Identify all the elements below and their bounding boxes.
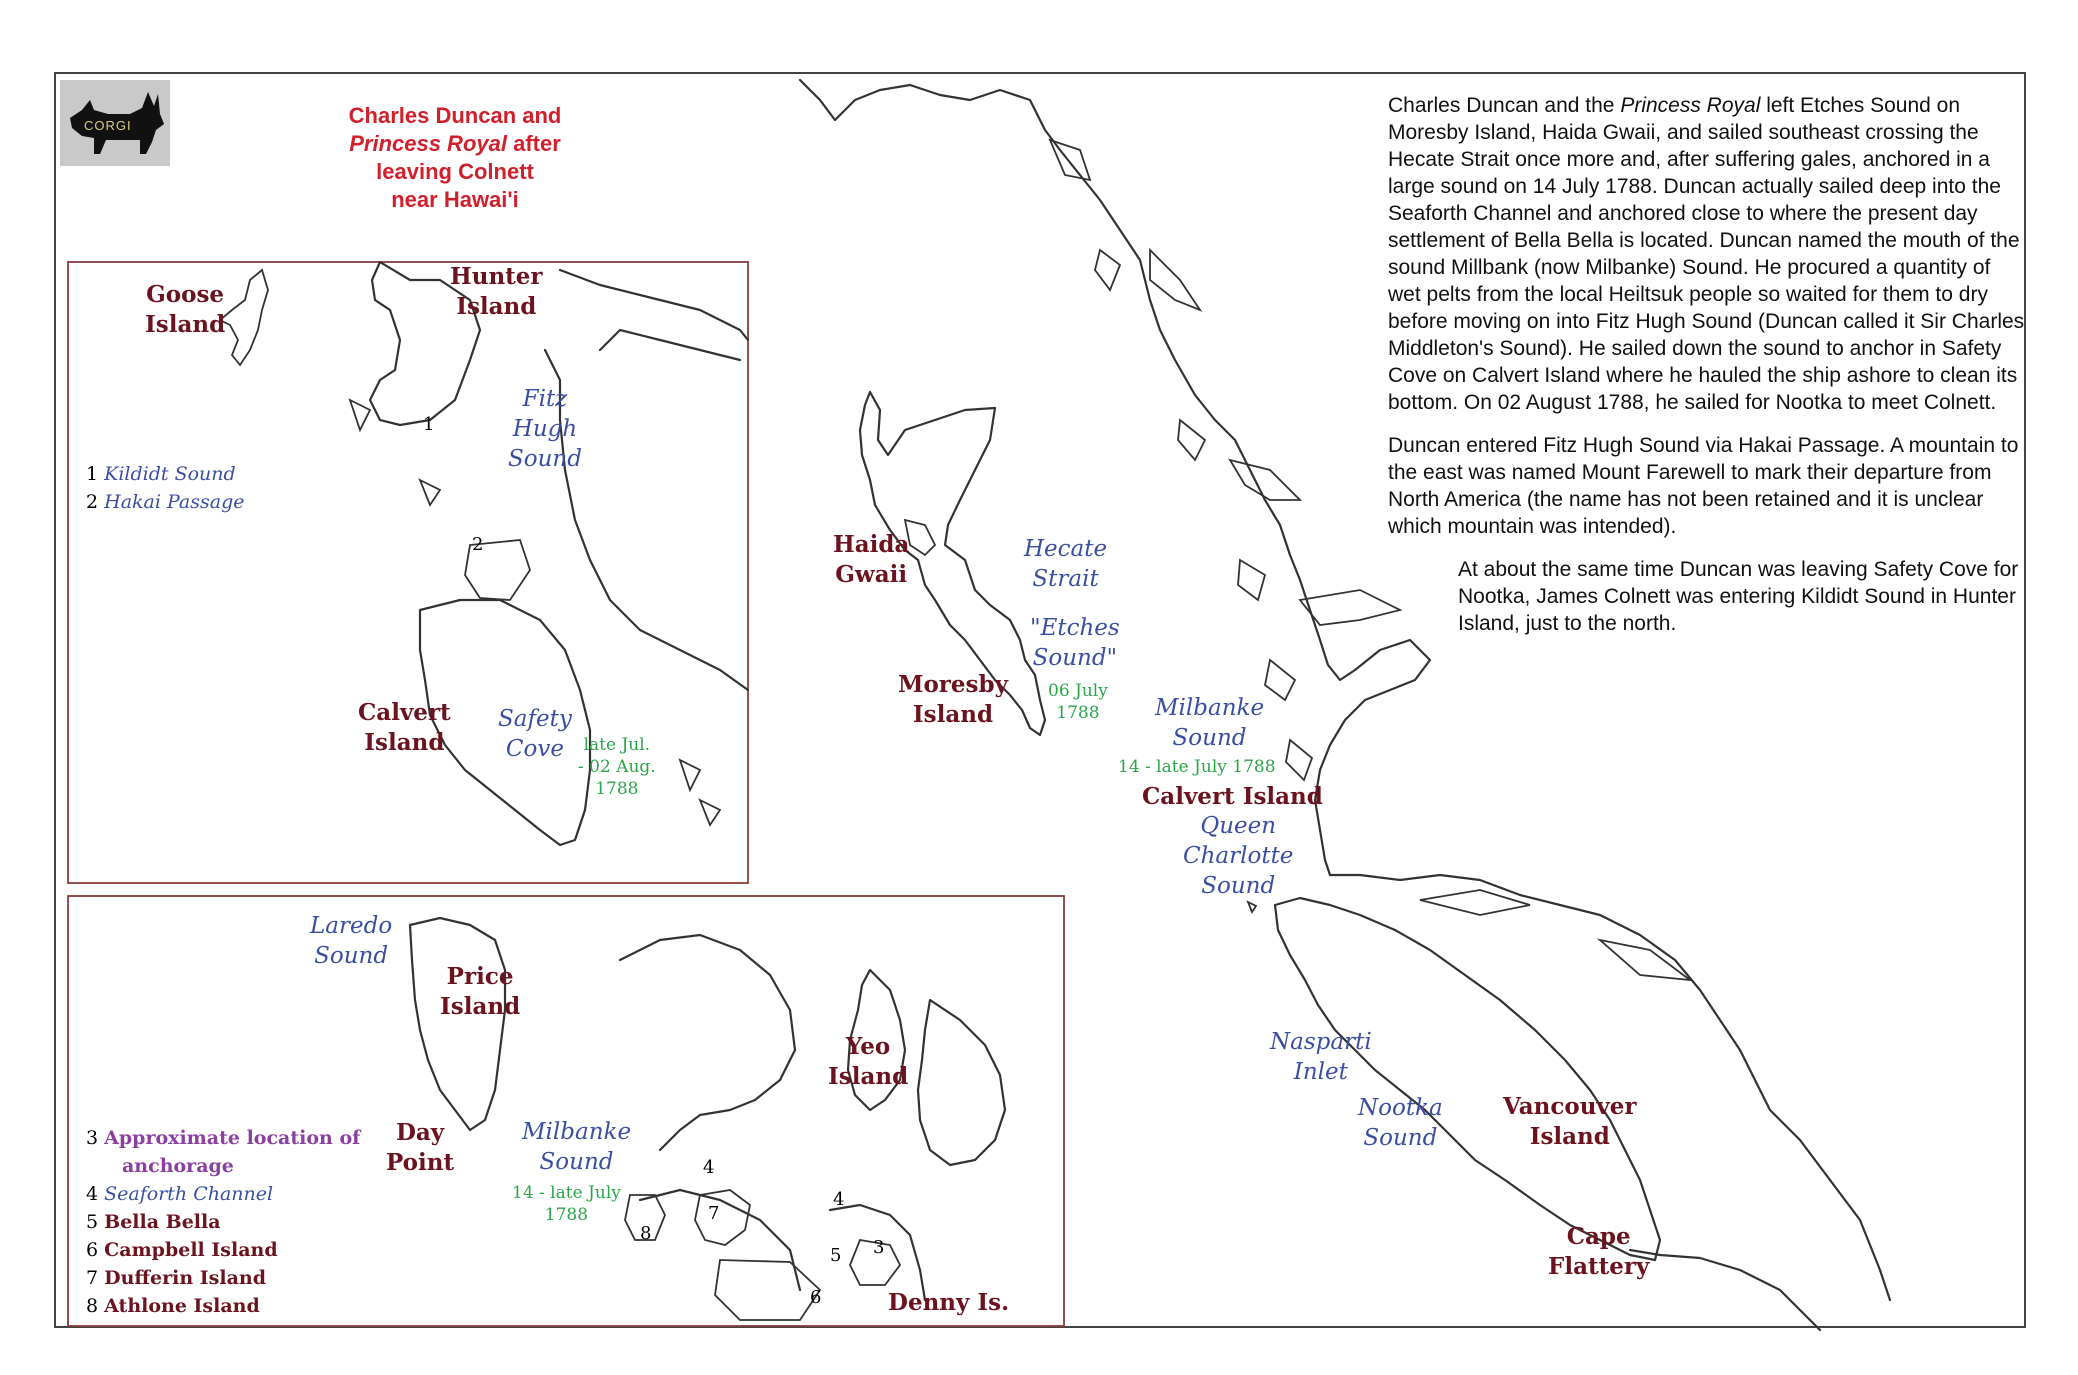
goose-island-outline: [220, 270, 268, 365]
marker-3: 3: [873, 1237, 885, 1258]
title-line-3: leaving Colnett: [376, 159, 534, 184]
price-island-outline: [410, 918, 505, 1130]
legend-item-anchorage-2: [86, 1152, 360, 1180]
olympic-peninsula-coast: [1630, 1250, 1820, 1330]
legend-text: Kildidt Sound: [104, 463, 236, 485]
legend-num: 7: [86, 1267, 99, 1289]
marker-4a: 4: [703, 1157, 715, 1178]
mainland-fjord-3: [1300, 590, 1400, 625]
calvert-island-main-label: Calvert Island: [1142, 783, 1323, 810]
inset-top-legend: [86, 460, 245, 516]
haida-gwaii-inlet: [905, 520, 935, 555]
marker-8: 8: [640, 1223, 652, 1244]
legend-num: 1: [86, 463, 99, 485]
hecate-strait-label: Hecate Strait: [1024, 536, 1108, 592]
marker-6: 6: [810, 1287, 822, 1308]
yeo-island-label: Yeo Island: [828, 1033, 909, 1090]
marker-5: 5: [830, 1245, 842, 1266]
nootka-sound-label: Nootka Sound: [1358, 1095, 1443, 1151]
description-text: [1388, 92, 2028, 653]
laredo-sound-label: Laredo Sound: [310, 913, 393, 969]
legend-num: 6: [86, 1239, 99, 1261]
moresby-island-label: Moresby Island: [898, 671, 1008, 728]
map-title: [330, 102, 580, 214]
calvert-island-inset-label: Calvert Island: [358, 699, 451, 756]
legend-text: Dufferin Island: [104, 1267, 266, 1289]
inset-bottom-legend: [86, 1124, 360, 1320]
vancouver-island-label: Vancouver Island: [1503, 1093, 1637, 1150]
legend-item-campbell: [86, 1236, 360, 1264]
notes-paragraph-3: At about the same time Duncan was leaving Safety Cove for Nootka, James Colnett was entering Kildidt Sound in Hunter Island, just to the north.: [1458, 558, 2019, 635]
title-line-1: Charles Duncan and: [348, 103, 562, 128]
mainland-fjord-4: [1420, 890, 1530, 915]
queen-charlotte-islets: [1248, 902, 1256, 912]
legend-item-bella-bella: [86, 1208, 360, 1236]
legend-text: anchorage: [122, 1155, 234, 1177]
safety-cove-label: Safety Cove: [498, 706, 572, 762]
marker-7: 7: [708, 1203, 720, 1224]
etches-sound-date: 06 July 1788: [1048, 681, 1108, 724]
mainland-fjord-1: [1150, 250, 1200, 310]
milbanke-inset-date: 14 - late July 1788: [512, 1183, 621, 1226]
legend-text: Seaforth Channel: [104, 1183, 274, 1205]
coastal-island-3: [1178, 420, 1205, 460]
corgi-logo: [60, 80, 170, 166]
mainland-fjord-5: [1600, 940, 1690, 980]
legend-item-dufferin: [86, 1264, 360, 1292]
fitz-hugh-east-coast: [545, 270, 748, 690]
legend-item-athlone: [86, 1292, 360, 1320]
marker-1: 1: [423, 414, 435, 435]
legend-item-anchorage: [86, 1124, 360, 1152]
legend-item-seaforth: [86, 1180, 360, 1208]
goose-island-label: Goose Island: [145, 281, 226, 338]
fitz-hugh-sound-label: Fitz Hugh Sound: [508, 386, 582, 472]
coastal-island-4: [1238, 560, 1265, 600]
day-point-label: Day Point: [386, 1119, 455, 1176]
safety-cove-date: late Jul. - 02 Aug. 1788: [578, 735, 656, 800]
milbanke-sound-inset-label: Milbanke Sound: [522, 1119, 632, 1175]
marker-4b: 4: [833, 1189, 845, 1210]
title-line-2: [330, 130, 580, 158]
coastal-island-2: [1095, 250, 1120, 290]
legend-text: Athlone Island: [104, 1295, 260, 1317]
legend-text: Bella Bella: [104, 1211, 221, 1233]
title-line-2-rest: after: [506, 131, 561, 156]
mainland-fjord-2: [1230, 460, 1300, 500]
legend-num: 8: [86, 1295, 99, 1317]
dufferin-island-outline: [695, 1190, 750, 1245]
legend-num: 4: [86, 1183, 99, 1205]
price-island-label: Price Island: [440, 963, 521, 1020]
notes-p1-ship: Princess Royal: [1620, 94, 1761, 117]
cape-flattery-label: Cape Flattery: [1548, 1223, 1650, 1280]
notes-paragraph-2: Duncan entered Fitz Hugh Sound via Hakai Passage. A mountain to the east was named Mount Farewell to mark their departure from North America (the name has not been retained and it is unclear which mountain was intended).: [1388, 434, 2019, 538]
logo-text: CORGI: [84, 118, 132, 133]
nasparti-inlet-label: Nasparti Inlet: [1270, 1029, 1372, 1085]
denny-island-label: Denny Is.: [888, 1289, 1010, 1316]
campbell-island-outline: [715, 1260, 820, 1320]
legend-text: Approximate location of: [104, 1127, 361, 1149]
milbanke-sound-label: Milbanke Sound: [1155, 695, 1265, 751]
title-line-4: near Hawai'i: [391, 187, 519, 212]
notes-paragraph-1: [1388, 92, 2028, 416]
marker-2: 2: [472, 534, 484, 555]
legend-num: 2: [86, 491, 99, 513]
coastal-island-6: [1286, 740, 1312, 780]
milbanke-sound-date: 14 - late July 1788: [1118, 757, 1276, 777]
legend-num: 3: [86, 1127, 99, 1149]
inset-bottom-mainland: [918, 1000, 1005, 1165]
legend-num: 5: [86, 1211, 99, 1233]
notes-p1-end: left Etches Sound on Moresby Island, Haida Gwaii, and sailed southeast crossing the Hecate Strait once more and, after suffering gales, anchored in a large sound on 14 July 1788. Duncan actually sailed deep into the Seaforth Channel and anchored close to where the present day settlement of Bella Bella is located. Duncan named the mouth of the sound Millbank (now Milbanke) Sound. He procured a quantity of wet pelts from the local Heiltsuk people so waited for them to dry before moving on into Fitz Hugh Sound (Duncan called it Sir Charles Middleton's Sound). He sailed down the sound to anchor in Safety Cove on Calvert Island where he hauled the ship ashore to clean its bottom. On 02 August 1788, he sailed for Nootka to meet Colnett.: [1388, 94, 2025, 414]
legend-text: Campbell Island: [104, 1239, 278, 1261]
legend-text: Hakai Passage: [104, 491, 245, 513]
notes-p1-start: Charles Duncan and the: [1388, 94, 1621, 117]
etches-sound-label: "Etches Sound": [1030, 615, 1120, 671]
title-ship-name: Princess Royal: [349, 131, 507, 156]
coastal-island-5: [1265, 660, 1295, 700]
hunter-island-label: Hunter Island: [450, 263, 543, 320]
haida-gwaii-label: Haida Gwaii: [833, 531, 910, 588]
legend-item-kildidt: [86, 460, 245, 488]
legend-item-hakai: [86, 488, 245, 516]
queen-charlotte-sound-label: Queen Charlotte Sound: [1183, 813, 1294, 899]
